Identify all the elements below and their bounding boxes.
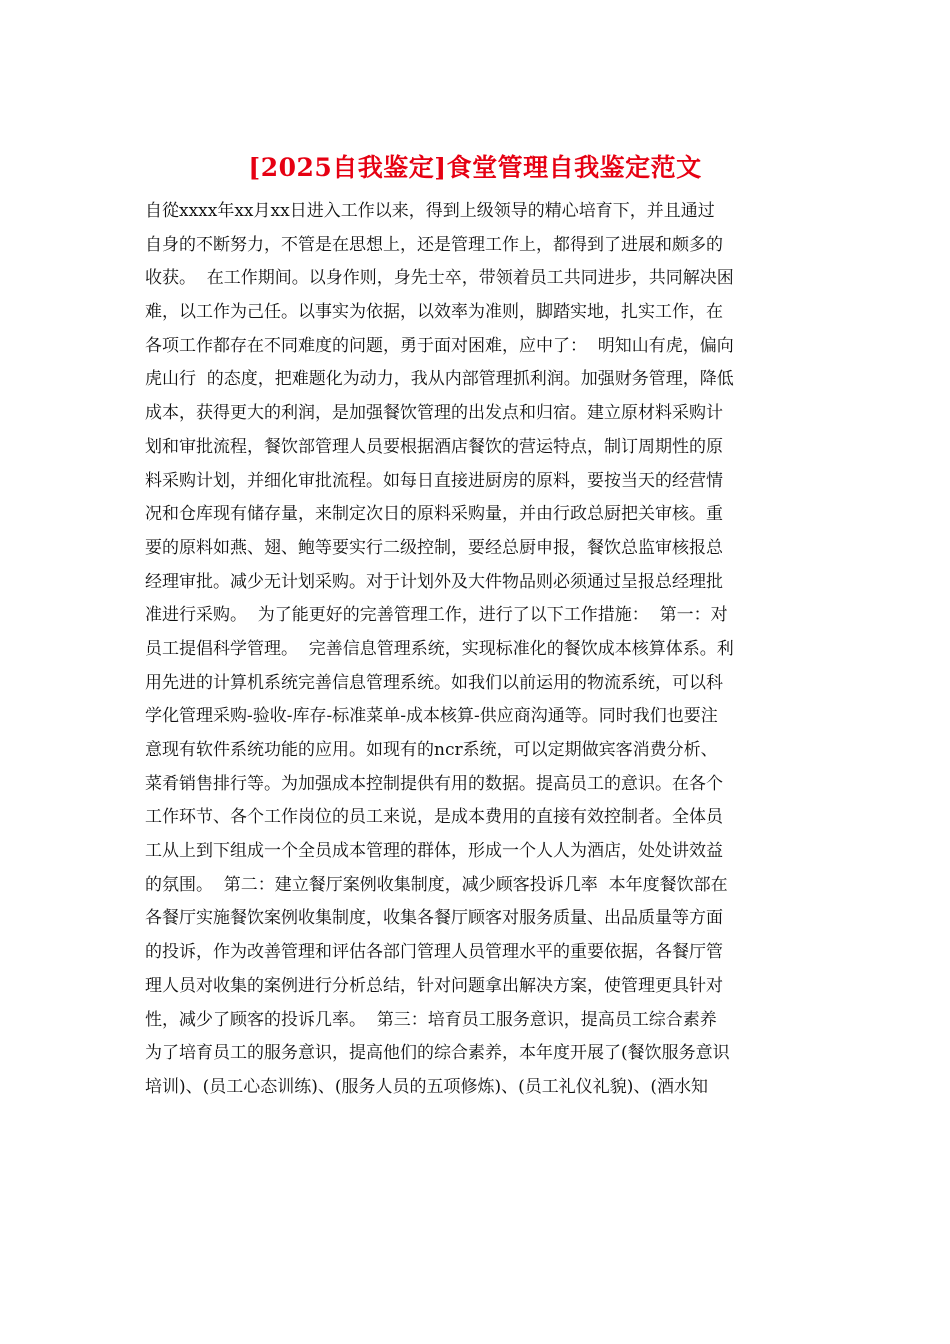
body-line: 自從xxxx年xx月xx日进入工作以来，得到上级领导的精心培育下，并且通过 (145, 201, 715, 221)
body-line: 准进行采购。 为了能更好的完善管理工作，进行了以下工作措施： 第一：对 (145, 605, 728, 626)
body-line: 学化管理采购-验收-库存-标准菜单-成本核算-供应商沟通等。同时我们也要注 (145, 706, 718, 727)
body-line: 培训)、(员工心态训练)、(服务人员的五项修炼)、(员工礼仪礼貌)、(酒水知 (145, 1076, 709, 1097)
document-body (145, 195, 825, 1105)
body-line: 各餐厅实施餐饮案例收集制度，收集各餐厅顾客对服务质量、出品质量等方面 (145, 908, 723, 929)
body-line: 成本，获得更大的利润，是加强餐饮管理的出发点和归宿。建立原材料采购计 (145, 403, 723, 424)
body-line: 自身的不断努力，不管是在思想上，还是管理工作上，都得到了进展和颇多的 (145, 234, 723, 255)
body-line: 料采购计划，并细化审批流程。如每日直接进厨房的原料，要按当天的经营情 (145, 470, 723, 491)
body-line: 性，减少了顾客的投诉几率。 第三：培育员工服务意识，提高员工综合素养 (145, 1009, 717, 1030)
body-line: 要的原料如燕、翅、鲍等要实行二级控制，要经总厨申报，餐饮总监审核报总 (145, 537, 723, 558)
body-line: 的投诉，作为改善管理和评估各部门管理人员管理水平的重要依据，各餐厅管 (145, 942, 723, 963)
body-line: 员工提倡科学管理。 完善信息管理系统，实现标准化的餐饮成本核算体系。利 (145, 638, 734, 659)
body-line: 理人员对收集的案例进行分析总结，针对问题拿出解决方案，使管理更具针对 (145, 975, 723, 996)
body-line: 菜肴销售排行等。为加强成本控制提供有用的数据。提高员工的意识。在各个 (145, 773, 723, 794)
body-line: 工作环节、各个工作岗位的员工来说，是成本费用的直接有效控制者。全体员 (145, 807, 723, 828)
document-title: [2025自我鉴定]食堂管理自我鉴定范文 (248, 153, 702, 182)
body-line: 经理审批。减少无计划采购。对于计划外及大件物品则必须通过呈报总经理批 (145, 571, 723, 592)
body-line: 为了培育员工的服务意识，提高他们的综合素养，本年度开展了(餐饮服务意识 (145, 1043, 730, 1064)
body-line: 难，以工作为己任。以事实为依据，以效率为准则，脚踏实地，扎实工作，在 (145, 302, 723, 323)
body-line: 虎山行 的态度，把难题化为动力，我从内部管理抓利润。加强财务管理，降低 (145, 369, 734, 390)
body-line: 工从上到下组成一个全员成本管理的群体，形成一个人人为酒店，处处讲效益 (145, 841, 723, 862)
body-line: 用先进的计算机系统完善信息管理系统。如我们以前运用的物流系统，可以科 (145, 672, 723, 693)
body-line: 意现有软件系统功能的应用。如现有的ncr系统，可以定期做宾客消费分析、 (145, 740, 718, 760)
body-line: 收获。 在工作期间。以身作则，身先士卒，带领着员工共同进步，共同解决困 (145, 268, 734, 289)
body-line: 况和仓库现有储存量，来制定次日的原料采购量，并由行政总厨把关审核。重 (145, 504, 723, 525)
body-line: 划和审批流程，餐饮部管理人员要根据酒店餐饮的营运特点，制订周期性的原 (145, 436, 723, 457)
body-line: 各项工作都存在不同难度的问题，勇于面对困难，应中了： 明知山有虎，偏向 (145, 335, 734, 356)
body-line: 的氛围。 第二：建立餐厅案例收集制度，减少顾客投诉几率 本年度餐饮部在 (145, 874, 728, 895)
